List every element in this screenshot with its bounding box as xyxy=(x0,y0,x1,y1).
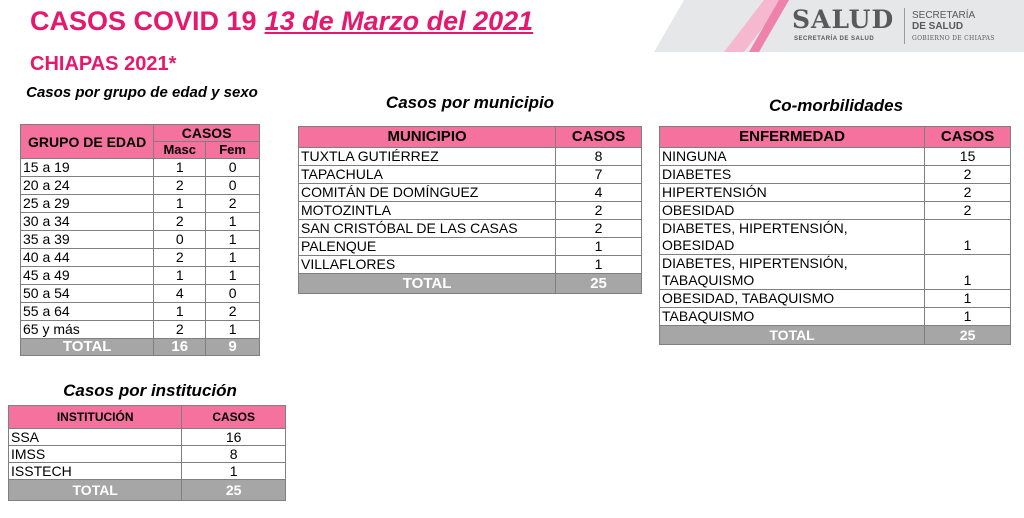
municipality-cell: PALENQUE xyxy=(299,238,556,256)
disease-cell xyxy=(660,255,925,290)
municipality-cell: VILLAFLORES xyxy=(299,256,556,274)
table-row xyxy=(21,177,260,195)
masc-cell: 2 xyxy=(154,213,206,231)
total-row xyxy=(9,480,286,501)
table-row xyxy=(660,290,1011,308)
table-row xyxy=(21,285,260,303)
fem-cell: 0 xyxy=(206,177,260,195)
cases-cell: 4 xyxy=(556,184,642,202)
municipality-cell: MOTOZINTLA xyxy=(299,202,556,220)
page-subtitle: CHIAPAS 2021* xyxy=(30,53,177,75)
age-table-heading: Casos por grupo de edad y sexo xyxy=(26,84,258,101)
masc-cell: 1 xyxy=(154,159,206,177)
total-label: TOTAL xyxy=(660,326,925,345)
masc-cell: 2 xyxy=(154,177,206,195)
cases-cell: 1 xyxy=(925,290,1011,308)
salud-logo xyxy=(654,0,1024,52)
col-header-cases: CASOS xyxy=(925,127,1011,148)
title-prefix: CASOS COVID 19 xyxy=(30,6,257,36)
col-header-cases: CASOS xyxy=(556,127,642,148)
total-value: 25 xyxy=(925,326,1011,345)
fem-cell: 1 xyxy=(206,267,260,285)
cases-cell: 7 xyxy=(556,166,642,184)
logo-secretaria-line2: DE SALUD xyxy=(912,21,964,32)
cases-cell: 2 xyxy=(556,202,642,220)
age-group-cell: 15 a 19 xyxy=(21,159,154,177)
municipality-cell: TAPACHULA xyxy=(299,166,556,184)
fem-cell: 1 xyxy=(206,249,260,267)
table-row xyxy=(660,166,1011,184)
age-group-cell: 25 a 29 xyxy=(21,195,154,213)
cases-cell: 1 xyxy=(182,463,286,480)
age-group-cell: 20 a 24 xyxy=(21,177,154,195)
cases-cell: 2 xyxy=(925,184,1011,202)
municipality-cell: TUXTLA GUTIÉRREZ xyxy=(299,148,556,166)
disease-cell xyxy=(660,148,925,166)
municipality-table-heading: Casos por municipio xyxy=(385,93,555,112)
cases-cell: 1 xyxy=(925,220,1011,255)
logo-salud-text: SALUD xyxy=(792,5,895,34)
col-header-cases: CASOS xyxy=(182,406,286,429)
col-header-disease: ENFERMEDAD xyxy=(660,127,925,148)
disease-cell xyxy=(660,220,925,255)
masc-cell: 2 xyxy=(154,249,206,267)
cases-cell: 1 xyxy=(925,255,1011,290)
age-group-cell: 30 a 34 xyxy=(21,213,154,231)
fem-cell: 1 xyxy=(206,321,260,339)
disease-cell xyxy=(660,166,925,184)
logo-secretaria-line1: SECRETARÍA xyxy=(912,10,976,21)
disease-line1: TABAQUISMO xyxy=(662,308,755,324)
disease-line1: HIPERTENSIÓN xyxy=(662,184,767,200)
disease-line1: DIABETES xyxy=(662,166,732,182)
institution-table xyxy=(8,405,286,501)
cases-cell: 1 xyxy=(925,308,1011,326)
table-row xyxy=(21,195,260,213)
disease-line2: TABAQUISMO xyxy=(662,272,755,288)
logo-salud-subtext: SECRETARÍA DE SALUD xyxy=(794,36,875,42)
table-row xyxy=(9,463,286,480)
fem-cell: 2 xyxy=(206,303,260,321)
cases-cell: 2 xyxy=(925,166,1011,184)
institution-cell: IMSS xyxy=(9,446,182,463)
table-row xyxy=(21,249,260,267)
total-masc: 16 xyxy=(154,339,206,356)
cases-cell: 1 xyxy=(556,238,642,256)
col-header-cases: CASOS xyxy=(154,125,260,142)
total-label: TOTAL xyxy=(299,274,556,294)
fem-cell: 0 xyxy=(206,285,260,303)
total-label: TOTAL xyxy=(9,480,182,501)
disease-cell xyxy=(660,308,925,326)
table-row xyxy=(9,446,286,463)
col-header-age-group: GRUPO DE EDAD xyxy=(21,125,154,159)
col-header-municipality: MUNICIPIO xyxy=(299,127,556,148)
masc-cell: 0 xyxy=(154,231,206,249)
comorbidity-table-heading: Co-morbilidades xyxy=(768,96,904,115)
disease-cell xyxy=(660,202,925,220)
disease-line1: OBESIDAD xyxy=(662,202,735,218)
cases-cell: 15 xyxy=(925,148,1011,166)
total-row xyxy=(299,274,642,294)
age-group-cell: 55 a 64 xyxy=(21,303,154,321)
table-row xyxy=(21,159,260,177)
logo-divider xyxy=(904,8,905,44)
cases-cell: 8 xyxy=(182,446,286,463)
total-row xyxy=(660,326,1011,345)
age-group-cell: 40 a 44 xyxy=(21,249,154,267)
total-fem: 9 xyxy=(206,339,260,356)
table-row xyxy=(660,220,1011,255)
table-row xyxy=(299,238,642,256)
fem-cell: 0 xyxy=(206,159,260,177)
table-row xyxy=(660,255,1011,290)
col-header-masc: Masc xyxy=(154,142,206,159)
cases-cell: 2 xyxy=(925,202,1011,220)
title-date: 13 de Marzo del 2021 xyxy=(264,6,534,36)
table-row xyxy=(660,308,1011,326)
fem-cell: 1 xyxy=(206,213,260,231)
total-label: TOTAL xyxy=(21,339,154,356)
table-row xyxy=(660,202,1011,220)
total-row xyxy=(21,339,260,356)
municipality-cell: COMITÁN DE DOMÍNGUEZ xyxy=(299,184,556,202)
disease-line1: NINGUNA xyxy=(662,148,727,164)
total-value: 25 xyxy=(556,274,642,294)
table-row xyxy=(21,231,260,249)
table-row xyxy=(9,429,286,446)
table-row xyxy=(660,184,1011,202)
cases-cell: 8 xyxy=(556,148,642,166)
table-row xyxy=(21,303,260,321)
page-title xyxy=(30,6,533,37)
table-row xyxy=(660,148,1011,166)
table-row xyxy=(21,321,260,339)
age-group-cell: 45 a 49 xyxy=(21,267,154,285)
cases-cell: 2 xyxy=(556,220,642,238)
masc-cell: 1 xyxy=(154,267,206,285)
table-row xyxy=(21,267,260,285)
municipality-table xyxy=(298,126,642,294)
institution-cell: ISSTECH xyxy=(9,463,182,480)
fem-cell: 1 xyxy=(206,231,260,249)
table-row xyxy=(21,213,260,231)
cases-cell: 1 xyxy=(556,256,642,274)
disease-cell xyxy=(660,184,925,202)
logo-secretaria xyxy=(912,10,975,32)
institution-table-heading: Casos por institución xyxy=(63,381,237,400)
table-row xyxy=(299,184,642,202)
age-group-cell: 65 y más xyxy=(21,321,154,339)
masc-cell: 2 xyxy=(154,321,206,339)
masc-cell: 1 xyxy=(154,195,206,213)
fem-cell: 2 xyxy=(206,195,260,213)
logo-gobierno: GOBIERNO DE CHIAPAS xyxy=(912,35,995,42)
comorbidity-table xyxy=(659,126,1011,345)
table-row xyxy=(299,256,642,274)
total-value: 25 xyxy=(182,480,286,501)
table-row xyxy=(299,166,642,184)
col-header-fem: Fem xyxy=(206,142,260,159)
disease-line1: DIABETES, HIPERTENSIÓN, xyxy=(662,220,848,236)
masc-cell: 1 xyxy=(154,303,206,321)
table-row xyxy=(299,202,642,220)
age-table xyxy=(20,124,260,356)
table-row xyxy=(299,148,642,166)
age-group-cell: 35 a 39 xyxy=(21,231,154,249)
col-header-institution: INSTITUCIÓN xyxy=(9,406,182,429)
table-row xyxy=(299,220,642,238)
disease-line1: OBESIDAD, TABAQUISMO xyxy=(662,290,835,306)
disease-line1: DIABETES, HIPERTENSIÓN, xyxy=(662,255,848,271)
cases-cell: 16 xyxy=(182,429,286,446)
disease-cell xyxy=(660,290,925,308)
municipality-cell: SAN CRISTÓBAL DE LAS CASAS xyxy=(299,220,556,238)
age-group-cell: 50 a 54 xyxy=(21,285,154,303)
institution-cell: SSA xyxy=(9,429,182,446)
disease-line2: OBESIDAD xyxy=(662,237,735,253)
masc-cell: 4 xyxy=(154,285,206,303)
